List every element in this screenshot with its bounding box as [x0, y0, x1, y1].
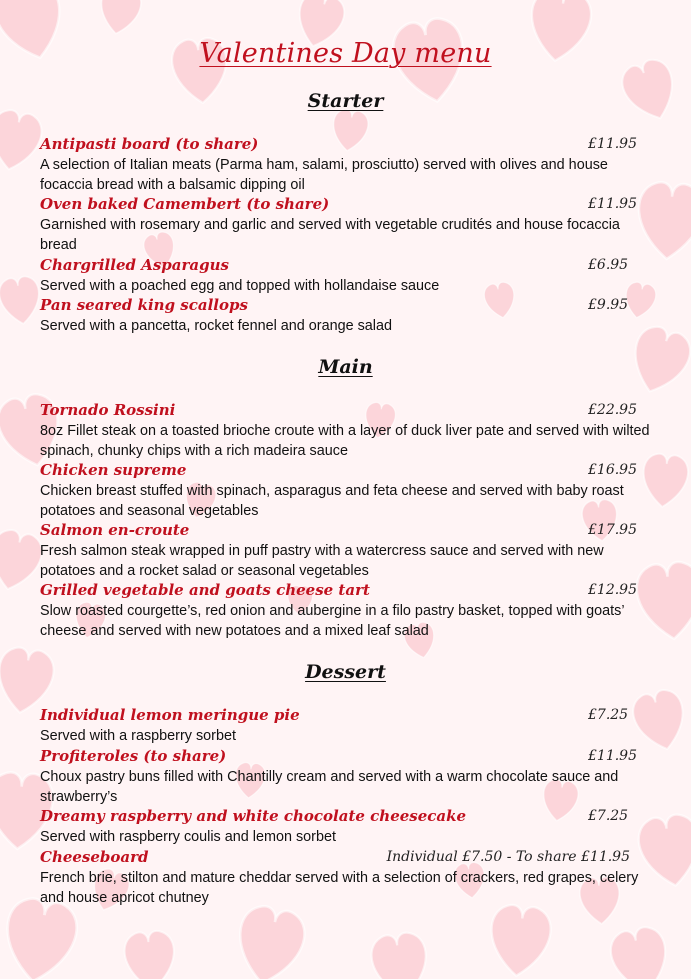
item-description: Slow roasted courgette’s, red onion and aubergine in a filo pastry basket, topped with goats’ cheese and served with new potatoes and a mixed leaf salad: [40, 603, 624, 639]
menu-item: [40, 256, 660, 297]
menu-item: [40, 706, 660, 747]
menu-item: [40, 581, 660, 641]
menu-item: [40, 461, 660, 521]
item-description: Garnished with rosemary and garlic and served with vegetable crudités and house focaccia bread: [40, 217, 620, 253]
item-name: Salmon en-croute: [40, 521, 190, 539]
item-name: Chargrilled Asparagus: [40, 256, 229, 274]
item-description: French brie, stilton and mature cheddar served with a selection of crackers, red grapes, celery and house apricot chutney: [40, 870, 639, 906]
item-price: £11.95: [588, 196, 637, 212]
section-heading-dessert: Dessert: [305, 661, 386, 683]
item-price: £16.95: [588, 462, 637, 478]
menu-item: [40, 807, 660, 848]
item-name: Grilled vegetable and goats cheese tart: [40, 581, 370, 599]
menu-item: [40, 401, 660, 461]
menu-item: [40, 195, 660, 255]
item-price: £7.25: [588, 707, 629, 723]
section-heading-main: Main: [318, 356, 373, 378]
item-description: Served with a raspberry sorbet: [40, 728, 236, 744]
item-description: Fresh salmon steak wrapped in puff pastry with a watercress sauce and served with new potatoes and a rocket salad or seasonal vegetables: [40, 543, 604, 579]
menu-item: [40, 747, 660, 807]
item-price: Individual £7.50 - To share £11.95: [386, 849, 630, 865]
item-price: £6.95: [588, 257, 629, 273]
item-description: Chicken breast stuffed with spinach, asparagus and feta cheese and served with baby roast potatoes and seasonal vegetables: [40, 483, 624, 519]
item-name: Pan seared king scallops: [40, 296, 248, 314]
item-name: Cheeseboard: [40, 848, 149, 866]
item-description: Served with raspberry coulis and lemon sorbet: [40, 829, 336, 845]
menu-item: [40, 521, 660, 581]
item-price: £11.95: [588, 136, 637, 152]
item-description: A selection of Italian meats (Parma ham, salami, prosciutto) served with olives and house focaccia bread with a balsamic dipping oil: [40, 157, 608, 193]
item-price: £11.95: [588, 748, 637, 764]
item-description: Served with a pancetta, rocket fennel and orange salad: [40, 318, 393, 334]
menu-item: [40, 848, 660, 908]
menu-item: [40, 296, 660, 337]
section-heading-starter: Starter: [307, 90, 384, 112]
item-description: 8oz Fillet steak on a toasted brioche croute with a layer of duck liver pate and served with wilted spinach, chunky chips with a rich madeira sauce: [40, 423, 650, 459]
item-price: £7.25: [588, 808, 629, 824]
menu-title: Valentines Day menu: [199, 38, 492, 69]
item-name: Chicken supreme: [40, 461, 187, 479]
item-name: Oven baked Camembert (to share): [40, 195, 330, 213]
item-description: Served with a poached egg and topped with hollandaise sauce: [40, 278, 440, 294]
menu-item: [40, 135, 660, 195]
item-name: Tornado Rossini: [40, 401, 176, 419]
item-price: £9.95: [588, 297, 629, 313]
item-name: Individual lemon meringue pie: [40, 706, 300, 724]
item-price: £22.95: [588, 402, 637, 418]
item-name: Dreamy raspberry and white chocolate cheesecake: [40, 807, 467, 825]
item-name: Profiteroles (to share): [40, 747, 227, 765]
item-price: £12.95: [588, 582, 637, 598]
item-name: Antipasti board (to share): [40, 135, 259, 153]
item-price: £17.95: [588, 522, 637, 538]
item-description: Choux pastry buns filled with Chantilly cream and served with a warm chocolate sauce and strawberry’s: [40, 769, 619, 805]
